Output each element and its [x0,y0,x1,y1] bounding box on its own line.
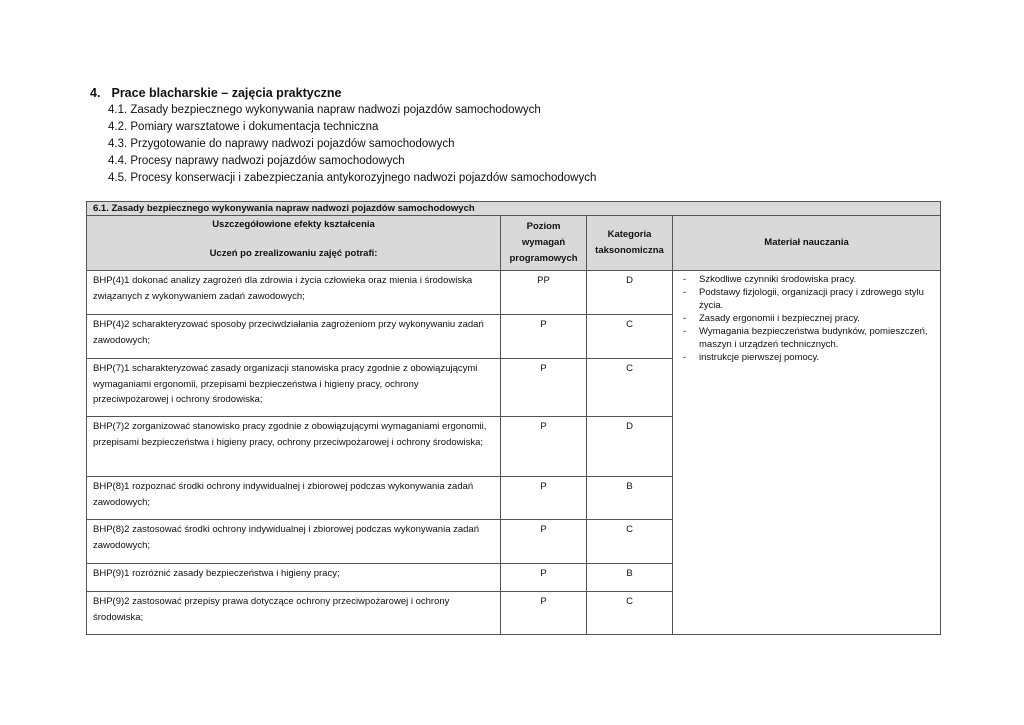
section-number: 4. [90,86,101,100]
level-cell: P [501,564,587,592]
effect-cell: BHP(7)1 scharakteryzować zasady organizacji stanowiska pracy zgodnie z obowiązującymi wymaganiami ergonomii, przepisami bezpieczeństwa i higieny pracy, ochrony przeciwpożarowej i ochrony środowiska; [87,359,501,417]
effect-cell: BHP(4)1 dokonać analizy zagrożeń dla zdrowia i życia człowieka oraz mienia i środowiska związanych z wykonywaniem zadań zawodowych; [87,271,501,315]
effect-cell: BHP(7)2 zorganizować stanowisko pracy zgodnie z obowiązującymi wymaganiami ergonomii, przepisami bezpieczeństwa i higieny pracy, ochrony przeciwpożarowej i ochrony środowiska; [87,417,501,477]
learning-outcomes-table [86,201,941,635]
header-effects-line1: Uszczegółowione efekty kształcenia [212,218,375,230]
effect-cell: BHP(8)2 zastosować środki ochrony indywidualnej i zbiorowej podczas wykonywania zadań zawodowych; [87,520,501,564]
effect-cell: BHP(9)2 zastosować przepisy prawa dotyczące ochrony przeciwpożarowej i ochrony środowiska; [87,592,501,635]
material-item: - instrukcje pierwszej pomocy. [681,351,934,364]
category-cell: C [587,359,673,417]
header-level: Poziom wymagań programowych [501,216,587,271]
level-cell: P [501,315,587,359]
material-item: - Zasady ergonomii i bezpiecznej pracy. [681,312,934,325]
header-effects [87,216,501,271]
category-cell: B [587,477,673,520]
material-item: - Podstawy fizjologii, organizacji pracy i zdrowego stylu życia. [681,286,934,312]
level-cell: P [501,592,587,635]
subsection-item: 4.1. Zasady bezpiecznego wykonywania napraw nadwozi pojazdów samochodowych [108,104,541,116]
material-cell [673,271,941,635]
level-cell: P [501,520,587,564]
category-cell: D [587,417,673,477]
level-cell: P [501,359,587,417]
header-material: Materiał nauczania [673,216,941,271]
category-cell: D [587,271,673,315]
category-cell: C [587,520,673,564]
effect-cell: BHP(4)2 scharakteryzować sposoby przeciwdziałania zagrożeniom przy wykonywaniu zadań zawodowych; [87,315,501,359]
section-heading [90,86,342,100]
category-cell: C [587,592,673,635]
material-item: - Wymagania bezpieczeństwa budynków, pomieszczeń, maszyn i urządzeń technicznych. [681,325,934,351]
subsection-item: 4.3. Przygotowanie do naprawy nadwozi pojazdów samochodowych [108,138,455,150]
category-cell: C [587,315,673,359]
effect-cell: BHP(8)1 rozpoznać środki ochrony indywidualnej i zbiorowej podczas wykonywania zadań zawodowych; [87,477,501,520]
section-title: Prace blacharskie – zajęcia praktyczne [111,86,342,100]
table-row [87,271,941,315]
category-cell: B [587,564,673,592]
subsection-list [108,102,596,187]
table-title: 6.1. Zasady bezpiecznego wykonywania napraw nadwozi pojazdów samochodowych [87,202,941,216]
subsection-item: 4.5. Procesy konserwacji i zabezpieczania antykorozyjnego nadwozi pojazdów samochodowych [108,172,597,184]
header-effects-line2: Uczeń po zrealizowaniu zajęć potrafi: [209,248,378,259]
effect-cell: BHP(9)1 rozróżnić zasady bezpieczeństwa i higieny pracy; [87,564,501,592]
subsection-item: 4.2. Pomiary warsztatowe i dokumentacja techniczna [108,121,379,133]
material-item: - Szkodliwe czynniki środowiska pracy. [681,273,934,286]
level-cell: PP [501,271,587,315]
subsection-item: 4.4. Procesy naprawy nadwozi pojazdów samochodowych [108,155,405,167]
level-cell: P [501,477,587,520]
header-category: Kategoria taksonomiczna [587,216,673,271]
material-list [681,273,934,364]
level-cell: P [501,417,587,477]
